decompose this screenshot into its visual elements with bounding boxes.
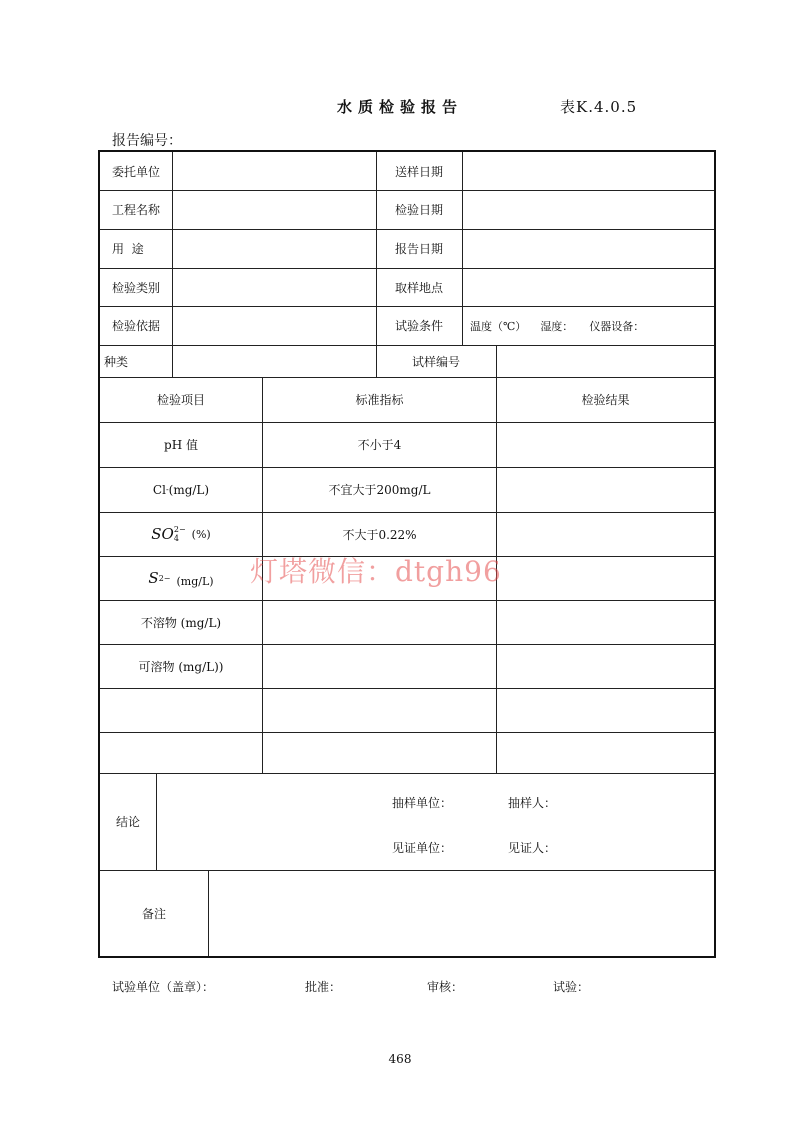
sampling-location-value[interactable] — [463, 268, 714, 306]
usage-label: 用 途 — [112, 242, 144, 256]
approve-label: 批准： — [305, 980, 342, 994]
result-soluble[interactable] — [497, 644, 714, 688]
page-number: 468 — [388, 1052, 412, 1066]
test-signature-label: 试验： — [553, 980, 590, 994]
empty-row[interactable] — [100, 732, 714, 773]
delivery-date-value[interactable] — [463, 152, 714, 190]
standard-sulfate: 不大于0.22% — [342, 527, 417, 542]
report-date-value[interactable] — [463, 229, 714, 268]
result-ph[interactable] — [497, 422, 714, 467]
delivery-date-label: 送样日期 — [394, 164, 443, 179]
result-sulfide[interactable] — [497, 556, 714, 600]
item-ph: pH 值 — [164, 438, 198, 452]
temperature-label: 温度（℃） — [470, 319, 527, 333]
instrument-label: 仪器设备： — [589, 319, 645, 333]
usage-value[interactable] — [173, 229, 376, 268]
standard-chloride: 不宜大于200mg/L — [328, 483, 431, 497]
humidity-label: 湿度： — [540, 319, 574, 333]
species-label: 种类 — [104, 354, 129, 369]
table-id: 表K.4.0.5 — [560, 98, 638, 116]
standard-ph: 不小于4 — [357, 438, 402, 452]
page-title: 水质检验报告 — [336, 98, 463, 116]
species-value[interactable] — [173, 345, 376, 377]
item-insoluble: 不溶物 (mg/L) — [140, 615, 222, 630]
empty-row[interactable] — [100, 688, 714, 732]
test-date-value[interactable] — [463, 190, 714, 229]
standard-soluble — [263, 644, 496, 688]
item-sulfate: SO 2− 4 (%) — [151, 525, 211, 543]
result-insoluble[interactable] — [497, 600, 714, 644]
conclusion-label: 结论 — [115, 815, 140, 829]
watermark: 灯塔微信：dtgh96 — [250, 555, 502, 588]
conclusion-value[interactable] — [157, 773, 387, 870]
header-test-item: 检验项目 — [156, 393, 205, 407]
test-basis-value[interactable] — [173, 306, 376, 345]
test-category-label: 检验类别 — [112, 280, 161, 295]
remarks-value[interactable] — [209, 870, 714, 956]
witness-label: 见证人： — [508, 840, 557, 855]
test-date-label: 检验日期 — [394, 203, 443, 217]
sample-no-value[interactable] — [497, 345, 714, 377]
review-label: 审核： — [427, 980, 464, 994]
sampling-unit-label: 抽样单位： — [392, 795, 453, 810]
test-basis-label: 检验依据 — [112, 319, 161, 333]
item-soluble: 可溶物 (mg/L)) — [138, 659, 224, 674]
client-label: 委托单位 — [112, 164, 161, 179]
report-number-label: 报告编号： — [112, 133, 182, 149]
remarks-label: 备注 — [141, 906, 166, 921]
client-value[interactable] — [173, 152, 376, 190]
sampler-label: 抽样人： — [508, 795, 557, 810]
witness-unit-label: 见证单位： — [392, 840, 453, 855]
project-label: 工程名称 — [112, 203, 161, 217]
project-value[interactable] — [173, 190, 376, 229]
sample-no-label: 试样编号 — [411, 354, 460, 369]
report-date-label: 报告日期 — [394, 242, 443, 256]
sampling-location-label: 取样地点 — [394, 280, 443, 295]
result-sulfate[interactable] — [497, 512, 714, 556]
test-category-value[interactable] — [173, 268, 376, 306]
lab-signature-label: 试验单位（盖章）： — [112, 980, 215, 994]
test-conditions-label: 试验条件 — [394, 319, 443, 333]
header-result: 检验结果 — [581, 393, 630, 407]
test-conditions-value — [470, 306, 714, 345]
header-standard: 标准指标 — [355, 393, 404, 407]
result-chloride[interactable] — [497, 467, 714, 512]
item-chloride: Cl - (mg/L) — [152, 482, 210, 497]
standard-insoluble — [263, 600, 496, 644]
item-sulfide: S 2− (mg/L) — [148, 569, 214, 588]
